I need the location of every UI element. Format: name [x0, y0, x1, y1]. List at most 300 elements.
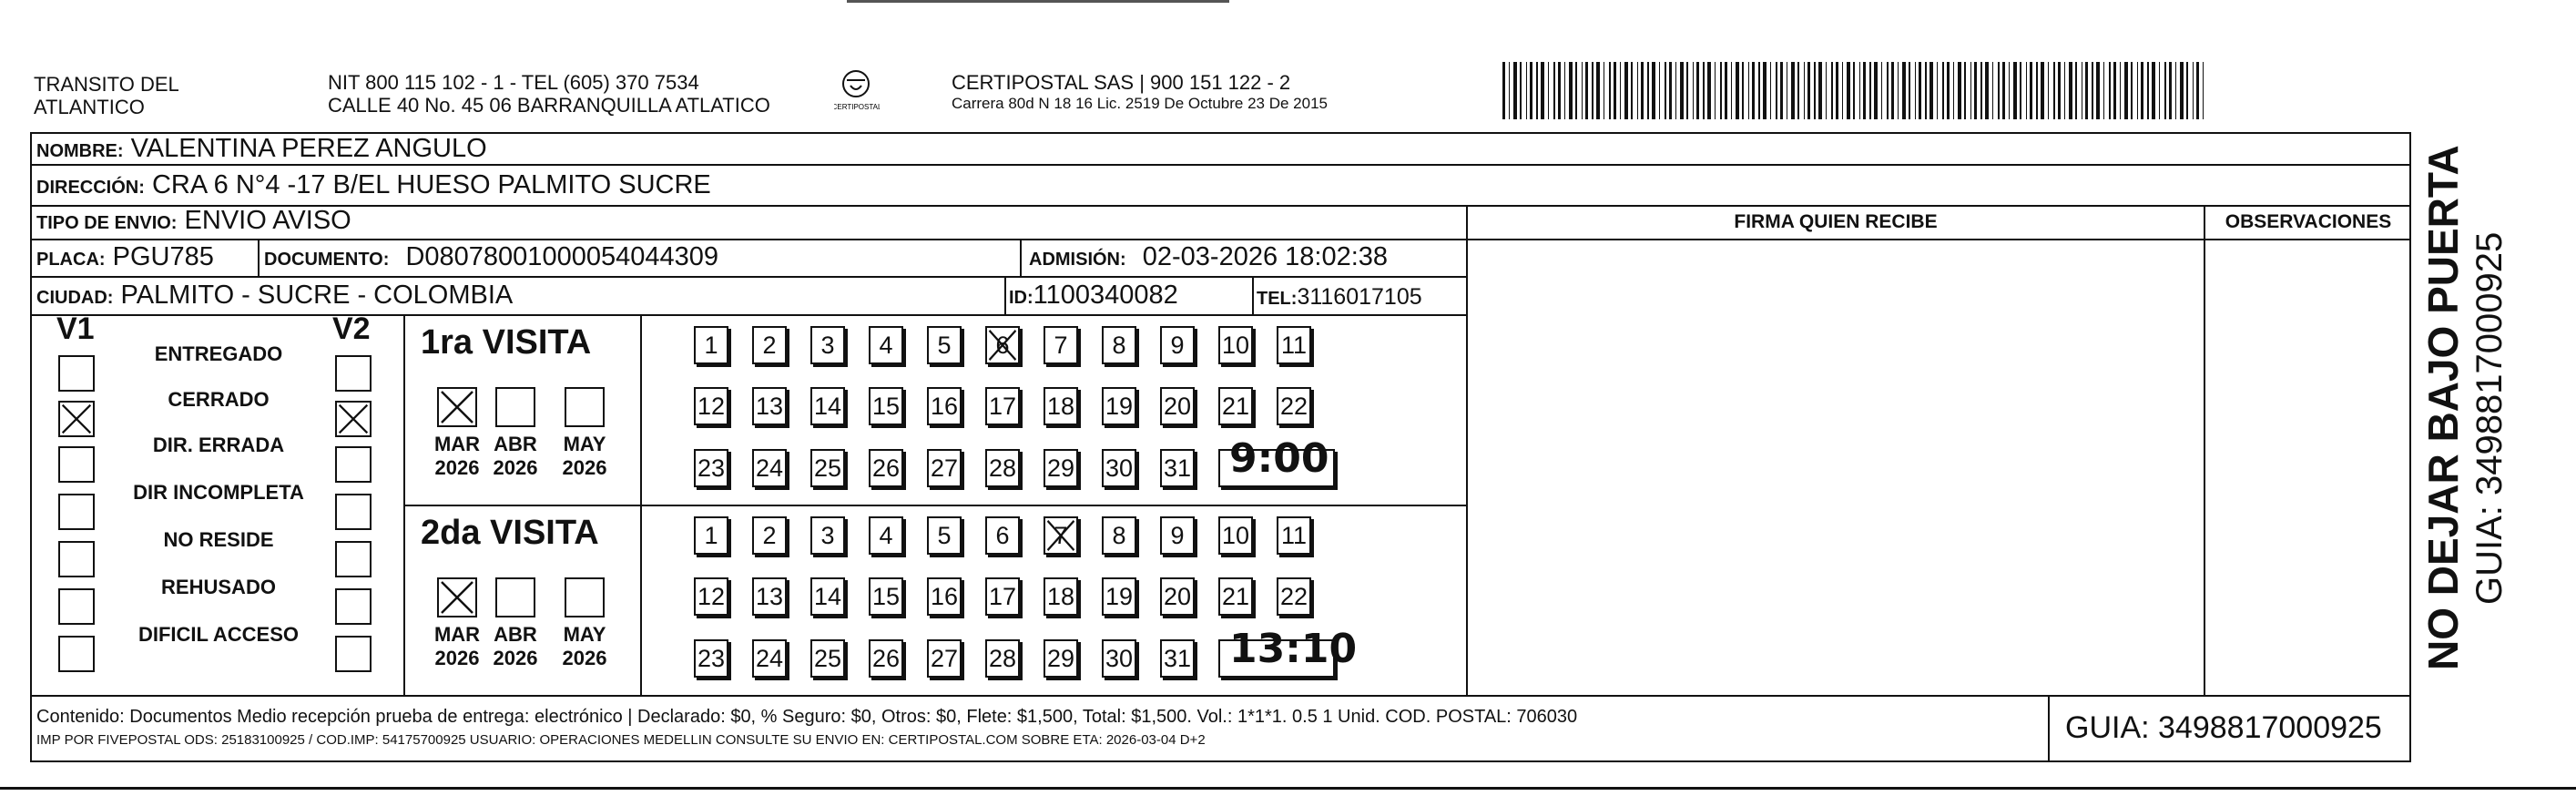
barcode-bar: [1925, 62, 1927, 119]
barcode-bar: [1915, 62, 1916, 119]
barcode-bar: [1780, 62, 1783, 119]
tipo-row: [36, 205, 351, 239]
visit-month-label: [428, 433, 486, 480]
barcode-bar: [1675, 62, 1676, 119]
barcode-bar: [1953, 62, 1954, 119]
visit-month-label: [428, 623, 486, 670]
visit-day-box[interactable]: 26: [869, 639, 903, 678]
visit-day-box[interactable]: 13: [752, 387, 787, 425]
firma-label: FIRMA QUIEN RECIBE: [1734, 211, 1938, 232]
barcode-bar: [1909, 62, 1910, 119]
barcode-bar: [1898, 62, 1899, 119]
visit-month-label: [555, 623, 614, 670]
barcode-bar: [1891, 62, 1894, 119]
visit-day-box[interactable]: 23: [694, 639, 728, 678]
tel-label: TEL:: [1257, 289, 1298, 309]
status-v1-checkbox[interactable]: [58, 446, 95, 483]
nombre-row: [36, 133, 487, 167]
month-name: MAY: [563, 433, 606, 455]
month-year: 2026: [493, 456, 538, 479]
visit-day-box[interactable]: 10: [1218, 326, 1253, 364]
visit-day-box[interactable]: 24: [752, 639, 787, 678]
documento-value: D08078001000054044309: [405, 242, 718, 271]
visit-day-box[interactable]: 30: [1102, 449, 1136, 487]
barcode-bar: [2048, 62, 2049, 119]
visit-month-label: [486, 623, 545, 670]
status-label: DIR INCOMPLETA: [133, 481, 304, 504]
month-name: ABR: [494, 433, 537, 455]
visit-day-box[interactable]: 22: [1277, 387, 1311, 425]
cell-divider: [1020, 239, 1022, 276]
observations-area[interactable]: [2205, 240, 2411, 695]
barcode-bar: [1947, 62, 1950, 119]
barcode-bar: [1818, 62, 1822, 119]
barcode-bar: [1970, 62, 1971, 119]
ciudad-row: [36, 280, 513, 313]
barcode-bar: [1659, 62, 1660, 119]
month-year: 2026: [562, 456, 607, 479]
visit-day-box[interactable]: 8: [1102, 326, 1136, 364]
visit-day-box[interactable]: 15: [869, 387, 903, 425]
barcode-bar: [2180, 62, 2184, 119]
visit-day-box[interactable]: 5: [927, 326, 962, 364]
tel-row: [1257, 281, 1422, 314]
documento-label: DOCUMENTO:: [264, 250, 390, 270]
visit-day-box[interactable]: 28: [985, 639, 1020, 678]
barcode-bar: [1558, 62, 1561, 119]
barcode-bar: [1536, 62, 1538, 119]
admision-row: [1029, 241, 1388, 275]
barcode-bar: [1859, 62, 1860, 119]
visit-title: 1ra VISITA: [421, 323, 592, 362]
barcode-bar: [1548, 62, 1549, 119]
status-label: NO RESIDE: [163, 528, 274, 551]
barcode-bar: [1585, 62, 1588, 119]
status-v2-checkbox[interactable]: [335, 588, 372, 625]
barcode-bar: [1526, 62, 1527, 119]
visit-month-checkbox[interactable]: [437, 387, 477, 427]
cell-divider: [258, 239, 260, 276]
footer-print-line: IMP POR FIVEPOSTAL ODS: 25183100925 / COD.IMP: 54175700925 USUARIO: OPERACIONES MEDELLIN CONSULTE SU ENVIO EN: CERTIPOSTAL.COM SOBRE ETA: 2026-03-04 D+2: [36, 732, 1206, 748]
visit-month-checkbox[interactable]: [495, 387, 535, 427]
month-name: ABR: [494, 623, 537, 646]
barcode-bar: [1763, 62, 1767, 119]
barcode-bar: [1985, 62, 1989, 119]
barcode-bar: [1797, 62, 1799, 119]
ciudad-value: PALMITO - SUCRE - COLOMBIA: [120, 281, 514, 310]
barcode-bar: [2092, 62, 2093, 119]
barcode-bar: [1853, 62, 1855, 119]
visit-day-box[interactable]: 24: [752, 449, 787, 487]
visit-day-box[interactable]: 22: [1277, 577, 1311, 616]
visit-day-box[interactable]: 28: [985, 449, 1020, 487]
status-v1-checkbox[interactable]: [58, 636, 95, 672]
visit-month-label: [486, 433, 545, 480]
visit-time-box[interactable]: [1218, 435, 1335, 487]
visit-day-box[interactable]: 16: [927, 387, 962, 425]
barcode-bar: [1707, 62, 1711, 119]
barcode-bar: [1614, 62, 1616, 119]
barcode-bar: [2137, 62, 2138, 119]
page-bottom-line: [0, 787, 2576, 790]
row-divider: [30, 314, 1466, 316]
barcode-bar: [2203, 62, 2204, 119]
visit-day-box[interactable]: 20: [1160, 387, 1195, 425]
barcode-bar: [1736, 62, 1739, 119]
barcode-bar: [1715, 62, 1716, 119]
visit-day-box[interactable]: 21: [1218, 577, 1253, 616]
month-year: 2026: [434, 647, 480, 669]
barcode-bar: [2131, 62, 2133, 119]
visit-day-mark: [1045, 518, 1076, 553]
month-name: MAR: [433, 433, 481, 455]
visit-day-box[interactable]: 4: [869, 326, 903, 364]
barcode-bar: [2013, 62, 2017, 119]
id-value: 1100340082: [1033, 281, 1178, 310]
visit-day-box[interactable]: 14: [810, 387, 845, 425]
barcode-bar: [1752, 62, 1755, 119]
visit-day-box[interactable]: 2: [752, 516, 787, 555]
barcode-bar: [2041, 62, 2044, 119]
barcode-bar: [1758, 62, 1760, 119]
barcode-bar: [1541, 62, 1544, 119]
row-divider: [30, 205, 2411, 207]
status-v2-checkbox[interactable]: [335, 446, 372, 483]
barcode-bar: [2196, 62, 2199, 119]
visit-day-box[interactable]: 29: [1044, 639, 1078, 678]
barcode-bar: [1696, 62, 1699, 119]
visit-day-box[interactable]: 9: [1160, 326, 1195, 364]
barcode-bar: [1776, 62, 1777, 119]
visit-day-box[interactable]: 17: [985, 387, 1020, 425]
visit-day-box[interactable]: 21: [1218, 387, 1253, 425]
visit-day-box[interactable]: 19: [1102, 577, 1136, 616]
barcode-bar: [1592, 62, 1593, 119]
tipo-value: ENVIO AVISO: [184, 206, 351, 235]
visit-divider: [403, 505, 1466, 506]
status-label: CERRADO: [168, 388, 270, 411]
month-year: 2026: [562, 647, 607, 669]
barcode-bar: [2053, 62, 2055, 119]
direccion-label: DIRECCIÓN:: [36, 178, 145, 198]
side-warning: NO DEJAR BAJO PUERTA: [2419, 145, 2467, 670]
barcode-bar: [1569, 62, 1573, 119]
visit-day-box[interactable]: 16: [927, 577, 962, 616]
issuer-contact: [328, 71, 770, 117]
barcode-bar: [1596, 62, 1600, 119]
courier-line-2: Carrera 80d N 18 16 Lic. 2519 De Octubre 23 De 2015: [952, 95, 1328, 112]
visit-day-box[interactable]: 15: [869, 577, 903, 616]
barcode-bar: [1553, 62, 1555, 119]
barcode-bar: [1831, 62, 1833, 119]
visit-day-box[interactable]: [985, 326, 1020, 364]
visit-day-mark: [987, 328, 1018, 362]
visit-day-box[interactable]: 12: [694, 577, 728, 616]
visit-month-checkbox[interactable]: [437, 577, 477, 617]
status-v2-checkbox[interactable]: [335, 494, 372, 530]
visit-time-box[interactable]: [1218, 626, 1358, 678]
barcode-bar: [1703, 62, 1705, 119]
barcode-bar: [2109, 62, 2111, 119]
visit-day-box[interactable]: 27: [927, 639, 962, 678]
visit-day-box[interactable]: 1: [694, 326, 728, 364]
cell-divider: [1004, 276, 1006, 314]
barcode-bar: [2193, 62, 2194, 119]
cell-divider: [1252, 276, 1254, 314]
status-label: DIFICIL ACCESO: [137, 623, 299, 646]
footer-guia: GUIA: 3498817000925: [2065, 710, 2382, 745]
visit-title: 2da VISITA: [421, 514, 599, 552]
visit-day-box[interactable]: 12: [694, 387, 728, 425]
barcode-bar: [1869, 62, 1871, 119]
status-label: ENTREGADO: [154, 342, 283, 365]
barcode-bar: [1575, 62, 1577, 119]
nombre-value: VALENTINA PEREZ ANGULO: [130, 134, 487, 163]
visit-day-box[interactable]: [1044, 516, 1078, 555]
barcode-bar: [1748, 62, 1749, 119]
courier-info: [952, 71, 1328, 113]
barcode-bar: [2002, 62, 2005, 119]
issuer-nit: NIT 800 115 102 - 1 - TEL (605) 370 7534: [328, 71, 699, 94]
visit-day-box[interactable]: 1: [694, 516, 728, 555]
barcode-bar: [2036, 62, 2038, 119]
nombre-label: NOMBRE:: [36, 141, 124, 161]
barcode-bar: [1881, 62, 1882, 119]
courier-line-1: CERTIPOSTAL SAS | 900 151 122 - 2: [952, 71, 1291, 94]
status-v1-checkbox[interactable]: [58, 355, 95, 392]
barcode-bar: [1620, 62, 1621, 119]
observaciones-label: OBSERVACIONES: [2225, 211, 2392, 232]
courier-logo: [834, 67, 880, 115]
placa-row: [36, 241, 214, 275]
barcode-bar: [1847, 62, 1850, 119]
barcode-bar: [1582, 62, 1583, 119]
visit-day-box[interactable]: 10: [1218, 516, 1253, 555]
status-v2-checkbox[interactable]: [335, 636, 372, 672]
barcode-bar: [1686, 62, 1688, 119]
visit-time-handwritten: 13:10: [1229, 626, 1358, 672]
barcode-bar: [1680, 62, 1684, 119]
barcode-bar: [1725, 62, 1727, 119]
barcode-bar: [1647, 62, 1649, 119]
issuer-name: [34, 73, 179, 118]
visit-day-box[interactable]: 6: [985, 516, 1020, 555]
barcode-bar: [2020, 62, 2021, 119]
barcode-bar: [1624, 62, 1628, 119]
status-v2-checkbox[interactable]: [335, 541, 372, 577]
visit-day-box[interactable]: 31: [1160, 449, 1195, 487]
barcode-bar: [1564, 62, 1565, 119]
visit-day-box[interactable]: 25: [810, 449, 845, 487]
month-year: 2026: [493, 647, 538, 669]
status-label: DIR. ERRADA: [152, 434, 285, 456]
placa-label: PLACA:: [36, 250, 106, 270]
barcode-bar: [2075, 62, 2077, 119]
barcode-bar: [1887, 62, 1889, 119]
barcode-bar: [2058, 62, 2061, 119]
visit-day-box[interactable]: 27: [927, 449, 962, 487]
visit-day-box[interactable]: 31: [1160, 639, 1195, 678]
ciudad-label: CIUDAD:: [36, 288, 114, 308]
admision-value: 02-03-2026 18:02:38: [1142, 242, 1389, 271]
placa-value: PGU785: [112, 242, 214, 271]
status-v2-checkbox[interactable]: [335, 401, 372, 437]
visit-day-box[interactable]: 13: [752, 577, 787, 616]
tel-value: 3116017105: [1297, 284, 1422, 310]
visit-day-box[interactable]: 4: [869, 516, 903, 555]
barcode-bar: [1980, 62, 1982, 119]
barcode-bar: [2186, 62, 2188, 119]
barcode-bar: [1998, 62, 2000, 119]
id-label: ID:: [1009, 288, 1033, 308]
barcode-bar: [1530, 62, 1532, 119]
visit-month-checkbox[interactable]: [565, 577, 605, 617]
barcode-bar: [1720, 62, 1722, 119]
barcode-bar: [1520, 62, 1522, 119]
barcode-bar: [1836, 62, 1838, 119]
visit-day-box[interactable]: 29: [1044, 449, 1078, 487]
side-guia: GUIA: 3498817000925: [2469, 231, 2510, 605]
visit-time-handwritten: 9:00: [1229, 435, 1329, 482]
status-v1-checkbox[interactable]: [58, 541, 95, 577]
barcode-bar: [1652, 62, 1655, 119]
barcode-bar: [1804, 62, 1805, 119]
visit-day-box[interactable]: 30: [1102, 639, 1136, 678]
visit-day-box[interactable]: 2: [752, 326, 787, 364]
visit-day-box[interactable]: 19: [1102, 387, 1136, 425]
barcode-bar: [2169, 62, 2172, 119]
visit-day-box[interactable]: 11: [1277, 516, 1311, 555]
barcode-bar: [2009, 62, 2010, 119]
barcode-bar: [1742, 62, 1744, 119]
barcode-bar: [1641, 62, 1644, 119]
v1-label: V1: [56, 311, 95, 346]
barcode-bar: [1863, 62, 1866, 119]
visit-day-box[interactable]: 3: [810, 326, 845, 364]
month-name: MAY: [563, 623, 606, 646]
svg-text:CERTIPOSTAL: CERTIPOSTAL: [834, 103, 880, 111]
barcode-bar: [1964, 62, 1966, 119]
status-v1-checkbox[interactable]: [58, 494, 95, 530]
barcode-bar: [1992, 62, 1993, 119]
row-divider: [30, 239, 1466, 240]
visit-day-box[interactable]: 18: [1044, 577, 1078, 616]
barcode-bar: [1631, 62, 1633, 119]
barcode-bar: [2120, 62, 2121, 119]
visit-day-box[interactable]: 7: [1044, 326, 1078, 364]
barcode-bar: [2152, 62, 2155, 119]
barcode-bar: [2096, 62, 2100, 119]
visit-day-box[interactable]: 26: [869, 449, 903, 487]
barcode-bar: [2164, 62, 2166, 119]
documento-row: [264, 241, 718, 275]
visit-month-label: [555, 433, 614, 480]
barcode-bar: [1665, 62, 1666, 119]
visit-month-checkbox[interactable]: [495, 577, 535, 617]
direccion-row: [36, 169, 711, 203]
courier-logo-icon: [834, 67, 880, 115]
barcode-bar: [2064, 62, 2065, 119]
barcode-bar: [1842, 62, 1843, 119]
barcode: [1502, 62, 2204, 119]
barcode-bar: [2147, 62, 2149, 119]
month-year: 2026: [434, 456, 480, 479]
barcode-bar: [1791, 62, 1795, 119]
barcode-bar: [2141, 62, 2143, 119]
barcode-bar: [1974, 62, 1977, 119]
v2-label: V2: [332, 311, 371, 346]
issuer-line-1: TRANSITO DEL: [34, 73, 179, 96]
visit-day-box[interactable]: 18: [1044, 387, 1078, 425]
month-name: MAR: [433, 623, 481, 646]
barcode-bar: [2026, 62, 2027, 119]
barcode-bar: [1937, 62, 1938, 119]
barcode-bar: [1919, 62, 1921, 119]
footer-content-line: Contenido: Documentos Medio recepción prueba de entrega: electrónico | Declarado: $0, % Seguro: $0, Otros: $0, Flete: $1,500, Total: $1,500. Vol.: 1*1*1. 0.5 1 Unid. COD. POSTAL: 706030: [36, 707, 1578, 727]
visit-day-number: 6: [995, 332, 1010, 359]
visit-day-box[interactable]: 11: [1277, 326, 1311, 364]
visit-month-checkbox[interactable]: [565, 387, 605, 427]
barcode-bar: [1814, 62, 1816, 119]
barcode-bar: [1502, 62, 1505, 119]
barcode-bar: [2085, 62, 2088, 119]
status-v1-checkbox[interactable]: [58, 401, 95, 437]
barcode-icon: [1502, 62, 2204, 119]
barcode-bar: [1929, 62, 1933, 119]
visit-day-box[interactable]: 8: [1102, 516, 1136, 555]
barcode-bar: [1637, 62, 1638, 119]
row-divider: [30, 276, 1466, 278]
visit-day-box[interactable]: 20: [1160, 577, 1195, 616]
barcode-bar: [1609, 62, 1611, 119]
barcode-bar: [1513, 62, 1517, 119]
barcode-bar: [2069, 62, 2072, 119]
visit-day-box[interactable]: 23: [694, 449, 728, 487]
visit-day-box[interactable]: 25: [810, 639, 845, 678]
status-label: REHUSADO: [161, 576, 276, 598]
page-top-mark: [847, 0, 1229, 3]
barcode-bar: [1826, 62, 1827, 119]
tipo-label: TIPO DE ENVIO:: [36, 213, 178, 233]
barcode-bar: [1807, 62, 1810, 119]
barcode-bar: [1770, 62, 1771, 119]
barcode-bar: [2175, 62, 2176, 119]
signature-area[interactable]: [1468, 240, 2204, 695]
barcode-bar: [1509, 62, 1510, 119]
barcode-bar: [2030, 62, 2032, 119]
visit-day-box[interactable]: 3: [810, 516, 845, 555]
status-v2-checkbox[interactable]: [335, 355, 372, 392]
barcode-bar: [2113, 62, 2116, 119]
visit-day-box[interactable]: 5: [927, 516, 962, 555]
visit-day-box[interactable]: 9: [1160, 516, 1195, 555]
barcode-bar: [1693, 62, 1694, 119]
admision-label: ADMISIÓN:: [1029, 250, 1126, 270]
status-v1-checkbox[interactable]: [58, 588, 95, 625]
barcode-bar: [1874, 62, 1878, 119]
id-row: [1009, 280, 1178, 313]
barcode-bar: [2124, 62, 2128, 119]
barcode-bar: [1942, 62, 1944, 119]
barcode-bar: [2103, 62, 2104, 119]
barcode-bar: [1731, 62, 1732, 119]
visit-day-box[interactable]: 14: [810, 577, 845, 616]
barcode-bar: [2159, 62, 2160, 119]
visit-day-box[interactable]: 17: [985, 577, 1020, 616]
barcode-bar: [1902, 62, 1906, 119]
issuer-line-2: ATLANTICO: [34, 96, 145, 118]
direccion-value: CRA 6 N°4 -17 B/EL HUESO PALMITO SUCRE: [151, 170, 711, 199]
